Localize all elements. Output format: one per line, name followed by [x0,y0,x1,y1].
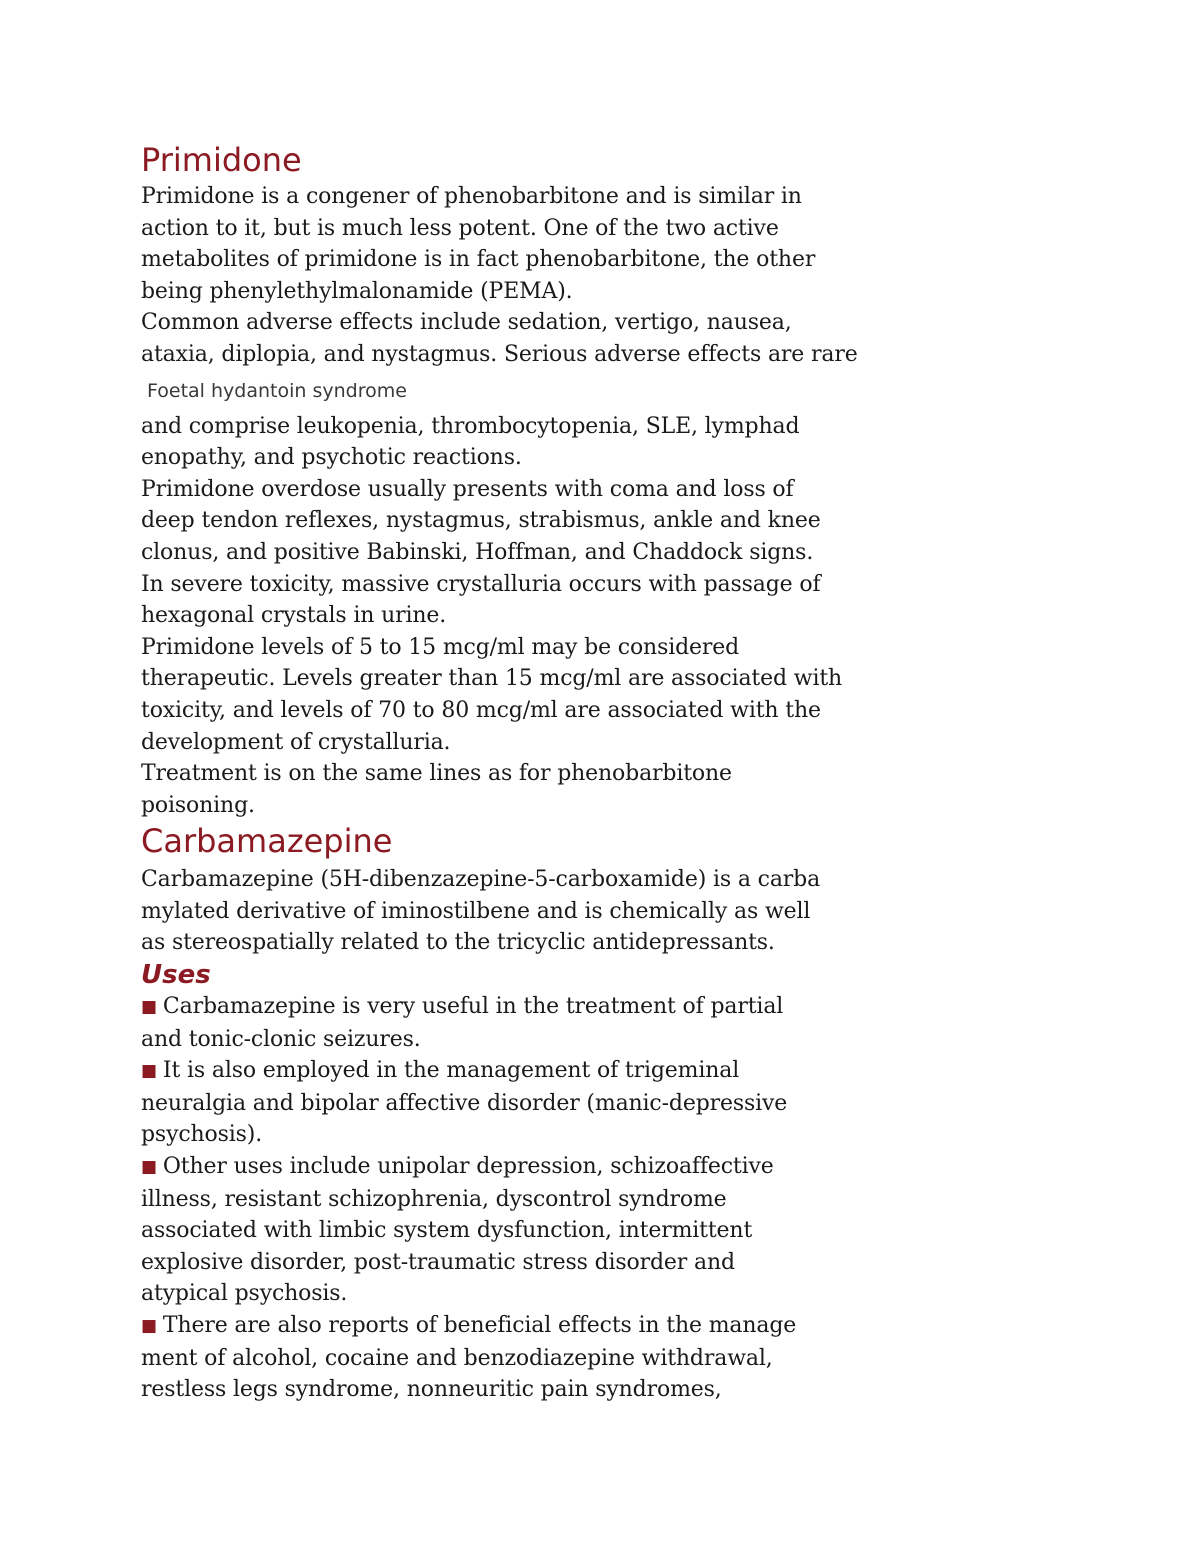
text-line: Treatment is on the same lines as for phenobarbitone [141,761,732,787]
text-line: poisoning. [141,792,255,818]
text-line: and comprise leukopenia, thrombocytopenia, SLE, lymphad [141,413,800,439]
text-line: ataxia, diplopia, and nystagmus. Serious adverse effects are rare [141,341,858,367]
text-line: atypical psychosis. [141,1281,348,1307]
bullet-text: Carbamazepine is very useful in the treatment of partial [162,994,784,1020]
text-line: Carbamazepine (5H-dibenzazepine-5-carboxamide) is a carba [141,867,821,893]
text-line: clonus, and positive Babinski, Hoffman, and Chaddock signs. [141,539,814,565]
bullet-text: There are also reports of beneficial effects in the manage [162,1313,797,1338]
carbamazepine-heading: Carbamazepine [141,822,393,861]
text-line: explosive disorder, post-traumatic stress disorder and [141,1249,735,1275]
text-line: metabolites of primidone is in fact phenobarbitone, the other [141,247,816,273]
text-line: Primidone overdose usually presents with coma and loss of [141,476,794,502]
text-line: therapeutic. Levels greater than 15 mcg/ml are associated with [141,666,843,692]
text-line: action to it, but is much less potent. One of the two active [141,215,779,241]
text-line: Primidone levels of 5 to 15 mcg/ml may be considered [141,634,740,660]
text-line: toxicity, and levels of 70 to 80 mcg/ml are associated with the [141,697,821,723]
text-line: ment of alcohol, cocaine and benzodiazepine withdrawal, [141,1345,773,1371]
uses-list [141,991,861,1406]
list-item [141,1055,861,1151]
figure-caption: Foetal hydantoin syndrome [147,379,407,402]
text-line: deep tendon reflexes, nystagmus, strabismus, ankle and knee [141,508,821,534]
bullet-text: Other uses include unipolar depression, schizoaffective [162,1154,774,1180]
primidone-paragraph-a [141,181,861,371]
text-line: Primidone is a congener of phenobarbitone and is similar in [141,184,802,209]
text-line: enopathy, and psychotic reactions. [141,445,522,471]
primidone-paragraph-b [141,411,861,822]
text-line: development of crystalluria. [141,729,451,755]
text-line: and tonic-clonic seizures. [141,1026,421,1052]
square-bullet-icon: ■ [141,1061,157,1082]
list-item [141,991,861,1055]
uses-subheading: Uses [141,960,211,991]
text-line: psychosis). [141,1122,263,1148]
bullet-text: It is also employed in the management of trigeminal [162,1058,740,1084]
square-bullet-icon: ■ [141,997,157,1018]
text-line: In severe toxicity, massive crystalluria occurs with passage of [141,571,821,597]
square-bullet-icon: ■ [141,1316,157,1336]
carbamazepine-intro [141,864,861,959]
primidone-heading: Primidone [141,141,302,179]
square-bullet-icon: ■ [141,1157,157,1178]
text-line: being phenylethylmalonamide (PEMA). [141,278,573,304]
text-line: hexagonal crystals in urine. [141,603,447,629]
list-item [141,1310,861,1406]
text-line: as stereospatially related to the tricyclic antidepressants. [141,930,775,956]
list-item [141,1151,861,1310]
text-line: Common adverse effects include sedation, vertigo, nausea, [141,310,792,336]
text-line: illness, resistant schizophrenia, dyscontrol syndrome [141,1186,727,1212]
text-line: associated with limbic system dysfunction, intermittent [141,1218,753,1244]
text-line: restless legs syndrome, nonneuritic pain syndromes, [141,1377,722,1403]
document-page [141,140,861,1406]
text-line: neuralgia and bipolar affective disorder (manic-depressive [141,1090,788,1116]
text-line: mylated derivative of iminostilbene and is chemically as well [141,898,811,924]
